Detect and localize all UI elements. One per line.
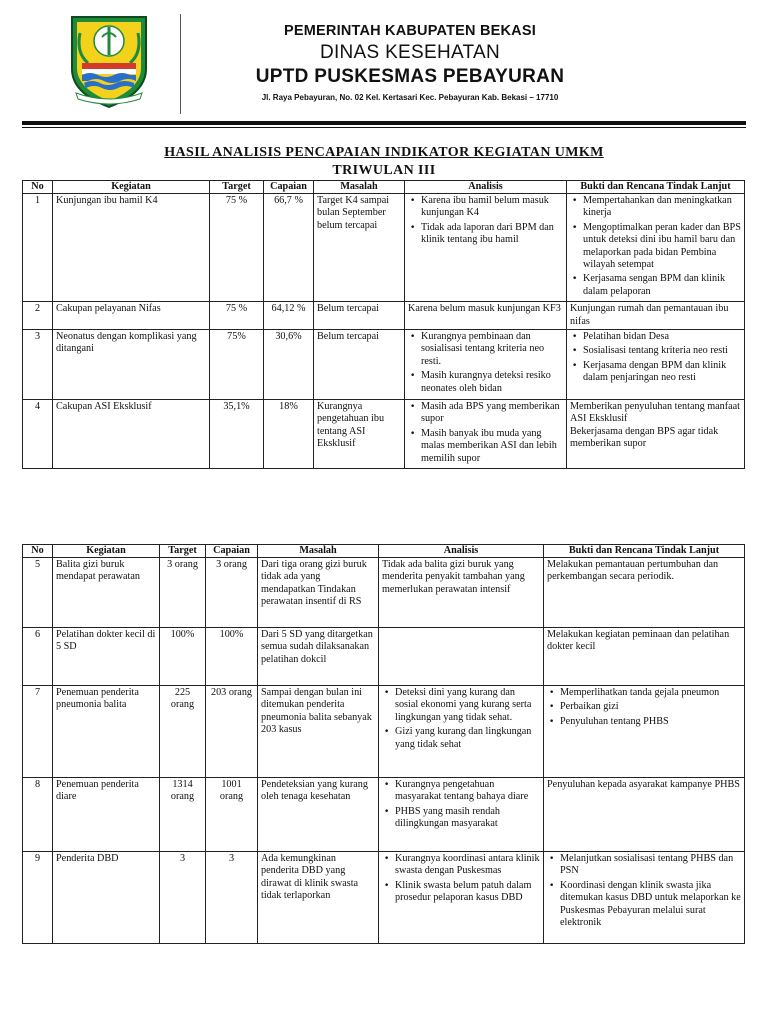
cell-no: 8 — [23, 778, 53, 852]
letterhead-text — [195, 22, 625, 103]
list-item: • Masih banyak ibu muda yang malas memberikan ASI dan lebih memilih supor — [421, 428, 563, 465]
cell-tindak-lanjut — [567, 400, 745, 469]
cell-target: 75 % — [210, 194, 264, 302]
cell-analisis — [405, 330, 567, 400]
indicator-table-2 — [22, 544, 745, 944]
list-item: • Pelatihan bidan Desa — [583, 331, 741, 343]
cell-analisis — [379, 628, 544, 686]
table-row — [23, 194, 745, 302]
col-analisis: Analisis — [379, 545, 544, 558]
cell-capaian: 18% — [264, 400, 314, 469]
table-row — [23, 852, 745, 944]
cell-tindak-lanjut — [544, 852, 745, 944]
list-item: • Kurangnya pengetahuan masyarakat tentang bahaya diare — [395, 779, 540, 804]
cell-analisis — [405, 400, 567, 469]
indicator-table-1 — [22, 180, 745, 469]
cell-no: 6 — [23, 628, 53, 686]
address: Jl. Raya Pebayuran, No. 02 Kel. Kertasari Kec. Pebayuran Kab. Bekasi – 17710 — [261, 93, 559, 102]
table-row — [23, 558, 745, 628]
kabupaten-bekasi-crest-icon — [68, 13, 150, 109]
cell-target: 75 % — [210, 302, 264, 330]
col-capaian: Capaian — [206, 545, 258, 558]
table-header-row — [23, 181, 745, 194]
col-tindak-lanjut: Bukti dan Rencana Tindak Lanjut — [544, 545, 745, 558]
cell-tindak-lanjut: Kunjungan rumah dan pemantauan ibu nifas — [567, 302, 745, 330]
col-target: Target — [210, 181, 264, 194]
cell-analisis — [405, 194, 567, 302]
list-item: • Kerjasama sengan BPM dan klinik dalam pelaporan — [583, 273, 741, 298]
cell-tindak-lanjut: Penyuluhan kepada asyarakat kampanye PHBS — [544, 778, 745, 852]
cell-no: 9 — [23, 852, 53, 944]
cell-kegiatan: Kunjungan ibu hamil K4 — [53, 194, 210, 302]
col-kegiatan: Kegiatan — [53, 181, 210, 194]
list-item: • Melanjutkan sosialisasi tentang PHBS dan PSN — [560, 853, 741, 878]
cell-masalah: Belum tercapai — [314, 302, 405, 330]
list-item: • Masih kurangnya deteksi resiko neonates oleh bidan — [421, 370, 563, 395]
department-name: DINAS KESEHATAN — [319, 42, 501, 63]
cell-kegiatan: Pelatihan dokter kecil di 5 SD — [53, 628, 160, 686]
list-item: • Mengoptimalkan peran kader dan BPS untuk deteksi dini ibu hamil baru dan melaporkan pada bidan Pembina wilayah setempat — [583, 222, 741, 272]
list-item: • Klinik swasta belum patuh dalam prosedur pelaporan kasus DBD — [395, 880, 540, 905]
cell-kegiatan: Penemuan penderita diare — [53, 778, 160, 852]
list-item: • Koordinasi dengan klinik swasta jika ditemukan kasus DBD untuk melaporkan ke Puskesmas Pebayuran melalui surat elektronik — [560, 880, 741, 930]
list-item: • Perbaikan gizi — [560, 701, 741, 713]
cell-capaian: 1001 orang — [206, 778, 258, 852]
cell-target: 75% — [210, 330, 264, 400]
header-divider — [180, 14, 181, 114]
col-kegiatan: Kegiatan — [53, 545, 160, 558]
col-no: No — [23, 181, 53, 194]
col-tindak-lanjut: Bukti dan Rencana Tindak Lanjut — [567, 181, 745, 194]
cell-target: 3 — [160, 852, 206, 944]
cell-target: 225 orang — [160, 686, 206, 778]
cell-target: 3 orang — [160, 558, 206, 628]
cell-kegiatan: Cakupan ASI Eksklusif — [53, 400, 210, 469]
cell-no: 4 — [23, 400, 53, 469]
table-row — [23, 686, 745, 778]
list-item: • Kurangnya koordinasi antara klinik swasta dengan Puskesmas — [395, 853, 540, 878]
col-no: No — [23, 545, 53, 558]
list-item: • Mempertahankan dan meningkatkan kinerja — [583, 195, 741, 220]
list-item: • Kerjasama dengan BPM dan klinik dalam penjaringan neo resti — [583, 360, 741, 385]
cell-no: 3 — [23, 330, 53, 400]
cell-kegiatan: Cakupan pelayanan Nifas — [53, 302, 210, 330]
cell-analisis: Tidak ada balita gizi buruk yang menderita penyakit tambahan yang memerlukan perawatan intensif — [379, 558, 544, 628]
cell-tindak-lanjut — [544, 686, 745, 778]
col-analisis: Analisis — [405, 181, 567, 194]
table-row — [23, 400, 745, 469]
list-item: • Deteksi dini yang kurang dan sosial ekonomi yang kurang serta lingkungan yang tidak sehat. — [395, 687, 540, 724]
list-item: • Tidak ada laporan dari BPM dan klinik tentang ibu hamil — [421, 222, 563, 247]
cell-tindak-lanjut — [567, 194, 745, 302]
col-target: Target — [160, 545, 206, 558]
list-item: • Memperlihatkan tanda gejala pneumon — [560, 687, 741, 699]
list-item: • Gizi yang kurang dan lingkungan yang tidak sehat — [395, 726, 540, 751]
list-item: • PHBS yang masih rendah dilingkungan masyarakat — [395, 806, 540, 831]
cell-masalah: Dari 5 SD yang ditargetkan semua sudah dilaksanakan pelatihan dokcil — [258, 628, 379, 686]
letterhead — [0, 0, 768, 125]
cell-kegiatan: Balita gizi buruk mendapat perawatan — [53, 558, 160, 628]
col-capaian: Capaian — [264, 181, 314, 194]
letterhead-rule-thin — [22, 127, 746, 128]
cell-no: 7 — [23, 686, 53, 778]
list-item: • Kurangnya pembinaan dan sosialisasi tentang kriteria neo resti. — [421, 331, 563, 368]
cell-capaian: 3 orang — [206, 558, 258, 628]
cell-analisis: Karena belum masuk kunjungan KF3 — [405, 302, 567, 330]
cell-masalah: Belum tercapai — [314, 330, 405, 400]
table-header-row — [23, 545, 745, 558]
cell-capaian: 30,6% — [264, 330, 314, 400]
list-item: • Sosialisasi tentang kriteria neo resti — [583, 345, 741, 357]
cell-kegiatan: Penemuan penderita pneumonia balita — [53, 686, 160, 778]
cell-tindak-lanjut: Melakukan pemantauan pertumbuhan dan perkembangan secara periodik. — [544, 558, 745, 628]
table-row — [23, 628, 745, 686]
cell-masalah: Sampai dengan bulan ini ditemukan penderita pneumonia balita sebanyak 203 kasus — [258, 686, 379, 778]
letterhead-rule-thick — [22, 121, 746, 125]
list-item: • Karena ibu hamil belum masuk kunjungan K4 — [421, 195, 563, 220]
cell-capaian: 66,7 % — [264, 194, 314, 302]
cell-target: 1314 orang — [160, 778, 206, 852]
cell-kegiatan: Neonatus dengan komplikasi yang ditangani — [53, 330, 210, 400]
cell-target: 100% — [160, 628, 206, 686]
cell-masalah: Target K4 sampai bulan September belum tercapai — [314, 194, 405, 302]
col-masalah: Masalah — [258, 545, 379, 558]
cell-tindak-lanjut: Melakukan kegiatan peminaan dan pelatihan dokter kecil — [544, 628, 745, 686]
text-line: Memberikan penyuluhan tentang manfaat ASI Eksklusif — [570, 401, 741, 425]
cell-capaian: 64,12 % — [264, 302, 314, 330]
cell-kegiatan: Penderita DBD — [53, 852, 160, 944]
cell-analisis — [379, 852, 544, 944]
cell-tindak-lanjut — [567, 330, 745, 400]
cell-masalah: Ada kemungkinan penderita DBD yang dirawat di klinik swasta tidak terlaporkan — [258, 852, 379, 944]
table-row — [23, 778, 745, 852]
cell-target: 35,1% — [210, 400, 264, 469]
title-line-2: TRIWULAN III — [332, 163, 436, 178]
text-line: Bekerjasama dengan BPS agar tidak memberikan supor — [570, 425, 719, 450]
table-row — [23, 330, 745, 400]
cell-masalah: Pendeteksian yang kurang oleh tenaga kesehatan — [258, 778, 379, 852]
cell-no: 1 — [23, 194, 53, 302]
cell-no: 2 — [23, 302, 53, 330]
cell-masalah: Dari tiga orang gizi buruk tidak ada yang mendapatkan Tindakan perawatan insentif di RS — [258, 558, 379, 628]
cell-analisis — [379, 778, 544, 852]
list-item: • Masih ada BPS yang memberikan supor — [421, 401, 563, 426]
list-item: • Penyuluhan tentang PHBS — [560, 716, 741, 728]
col-masalah: Masalah — [314, 181, 405, 194]
cell-analisis — [379, 686, 544, 778]
cell-capaian: 3 — [206, 852, 258, 944]
document-title — [22, 144, 746, 180]
title-line-1: HASIL ANALISIS PENCAPAIAN INDIKATOR KEGIATAN UMKM — [164, 145, 604, 160]
cell-capaian: 100% — [206, 628, 258, 686]
table-row — [23, 302, 745, 330]
puskesmas-name: UPTD PUSKESMAS PEBAYURAN — [255, 66, 565, 87]
cell-masalah: Kurangnya pengetahuan ibu tentang ASI Eksklusif — [314, 400, 405, 469]
government-name: PEMERINTAH KABUPATEN BEKASI — [284, 23, 536, 39]
cell-no: 5 — [23, 558, 53, 628]
cell-capaian: 203 orang — [206, 686, 258, 778]
